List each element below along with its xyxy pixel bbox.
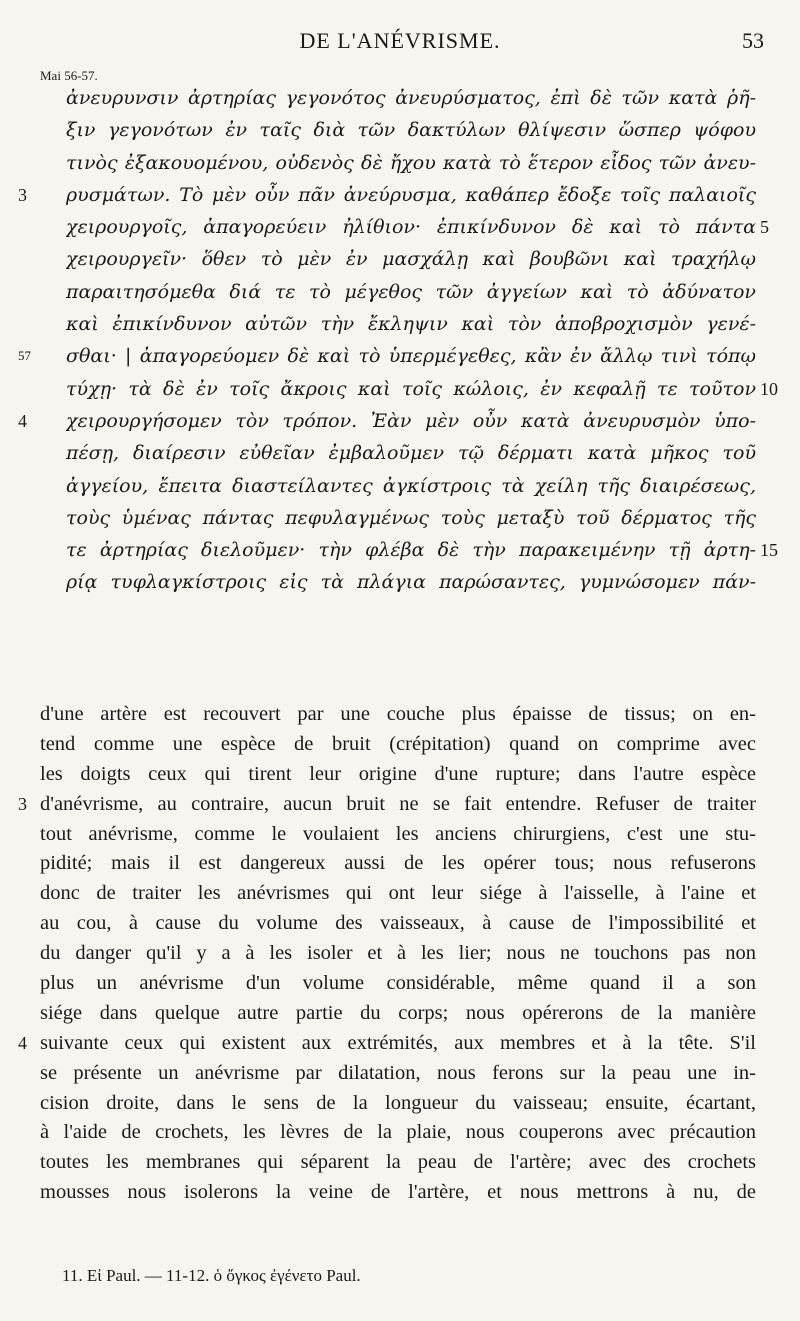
french-line: toutes les membranes qui séparent la peau de l'artère; avec des crochets xyxy=(40,1151,756,1174)
greek-line-number: 10 xyxy=(760,378,778,399)
french-line: donc de traiter les anévrismes qui ont leur siége à l'aisselle, à l'aine et xyxy=(40,882,756,905)
greek-line: πέσῃ, διαίρεσιν εὐθεῖαν ἐμβαλοῦμεν τῷ δέρματι κατὰ μῆκος τοῦ xyxy=(66,442,756,465)
greek-line: ἀγγείου, ἔπειτα διαστείλαντες ἀγκίστροις τὰ χείλη τῆς διαιρέσεως, xyxy=(66,474,756,497)
greek-line: ἀνευρυνσιν ἀρτηρίας γεγονότος ἀνευρύσματος, ἐπὶ δὲ τῶν κατὰ ῥῆ- xyxy=(66,87,756,109)
greek-line: καὶ ἐπικίνδυνον αὐτῶν τὴν ἔκληψιν καὶ τὸν ἀποβροχισμὸν γενέ- xyxy=(66,313,756,336)
greek-left-marker: 4 xyxy=(18,411,27,431)
greek-line: χειρουργοῖς, ἀπαγορεύειν ἠλίθιον· ἐπικίνδυνον δὲ καὶ τὸ πάντα xyxy=(66,216,756,239)
greek-line: ρίᾳ τυφλαγκίστροις εἰς τὰ πλάγια παρώσαντες, γυμνώσομεν πάν- xyxy=(66,571,756,594)
running-title: DE L'ANÉVRISME. xyxy=(299,28,501,53)
french-line: les doigts ceux qui tirent leur origine d'une rupture; dans l'autre espèce xyxy=(40,762,756,785)
french-line: mousses nous isolerons la veine de l'artère, et nous mettrons à nu, de xyxy=(40,1181,756,1204)
greek-line: τοὺς ὑμένας πάντας πεφυλαγμένως τοὺς μεταξὺ τοῦ δέρματος τῆς xyxy=(66,506,756,529)
french-line: tout anévrisme, comme le voulaient les anciens chirurgiens, c'est une stu- xyxy=(40,822,756,845)
greek-line: ρυσμάτων. Τὸ μὲν οὖν πᾶν ἀνεύρυσμα, καθάπερ ἔδοξε τοῖς παλαιοῖς xyxy=(66,183,756,206)
greek-line: σθαι· | ἀπαγορεύομεν δὲ καὶ τὸ ὑπερμέγεθες, κἂν ἐν ἄλλῳ τινὶ τόπῳ xyxy=(66,345,756,368)
greek-line: παραιτησόμεθα διά τε τὸ μέγεθος τῶν ἀγγείων καὶ τὸ ἀδύνατον xyxy=(66,280,756,303)
greek-left-marker: 3 xyxy=(18,184,27,205)
french-line-markers xyxy=(0,700,60,1260)
page-header xyxy=(0,28,800,62)
page-number: 53 xyxy=(742,28,764,53)
greek-left-marker: 57 xyxy=(18,348,31,364)
french-line: cision droite, dans le sens de la longueur du vaisseau; ensuite, écartant, xyxy=(40,1091,756,1114)
greek-line: τύχῃ· τὰ δὲ ἐν τοῖς ἄκροις καὶ τοῖς κώλοις, ἐν κεφαλῇ τε τοῦτον xyxy=(66,377,756,400)
french-line: à l'aide de crochets, les lèvres de la plaie, nous couperons avec précaution xyxy=(40,1121,756,1144)
french-translation-block xyxy=(40,700,756,1208)
greek-line-number: 15 xyxy=(760,540,778,561)
greek-line: τινὸς ἐξακουομένου, οὐδενὸς δὲ ἤχου κατὰ τὸ ἕτερον εἶδος τῶν ἀνευ- xyxy=(66,151,756,174)
french-left-marker: 3 xyxy=(18,793,27,814)
french-line: pidité; mais il est dangereux aussi de les opérer tous; nous refuserons xyxy=(40,852,756,875)
french-line: tend comme une espèce de bruit (crépitation) quand on comprime avec xyxy=(40,732,756,755)
french-line: se présente un anévrisme par dilatation, nous ferons sur la peau une in- xyxy=(40,1061,756,1084)
greek-line-number: 5 xyxy=(760,217,769,238)
mai-reference: Mai 56-57. xyxy=(40,68,98,83)
greek-line: χειρουργήσομεν τὸν τρόπον. Ἐὰν μὲν οὖν κατὰ ἀνευρυσμὸν ὑπο- xyxy=(66,409,756,432)
greek-line: τε ἀρτηρίας διελοῦμεν· τὴν φλέβα δὲ τὴν παρακειμένην τῇ ἀρτη- xyxy=(66,539,756,562)
french-left-marker: 4 xyxy=(18,1032,27,1053)
greek-line: ξιν γεγονότων ἐν ταῖς διὰ τῶν δακτύλων θλίψεσιν ὥσπερ ψόφου xyxy=(66,119,756,142)
french-line: d'une artère est recouvert par une couche plus épaisse de tissus; on en- xyxy=(40,703,756,725)
french-line: siége dans quelque autre partie du corps; nous opérerons de la manière xyxy=(40,1001,756,1024)
french-line: plus un anévrisme d'un volume considérable, même quand il a son xyxy=(40,972,756,995)
french-line: suivante ceux qui existent aux extrémités, aux membres et à la tête. S'il xyxy=(40,1031,756,1054)
french-line: du danger qu'il y a à les isoler et à les lier; nous ne touchons pas non xyxy=(40,942,756,965)
french-line: d'anévrisme, au contraire, aucun bruit ne se fait entendre. Refuser de traiter xyxy=(40,792,756,815)
french-line: au cou, à cause du volume des vaisseaux, à cause de l'impossibilité et xyxy=(40,912,756,935)
footnote: 11. Εἰ Paul. — 11-12. ὁ ὄγκος ἐγένετο Paul. xyxy=(62,1266,361,1285)
greek-line: χειρουργεῖν· ὅθεν τὸ μὲν ἐν μασχάλῃ καὶ βουβῶνι καὶ τραχήλῳ xyxy=(66,248,756,271)
greek-line-markers xyxy=(0,82,800,682)
